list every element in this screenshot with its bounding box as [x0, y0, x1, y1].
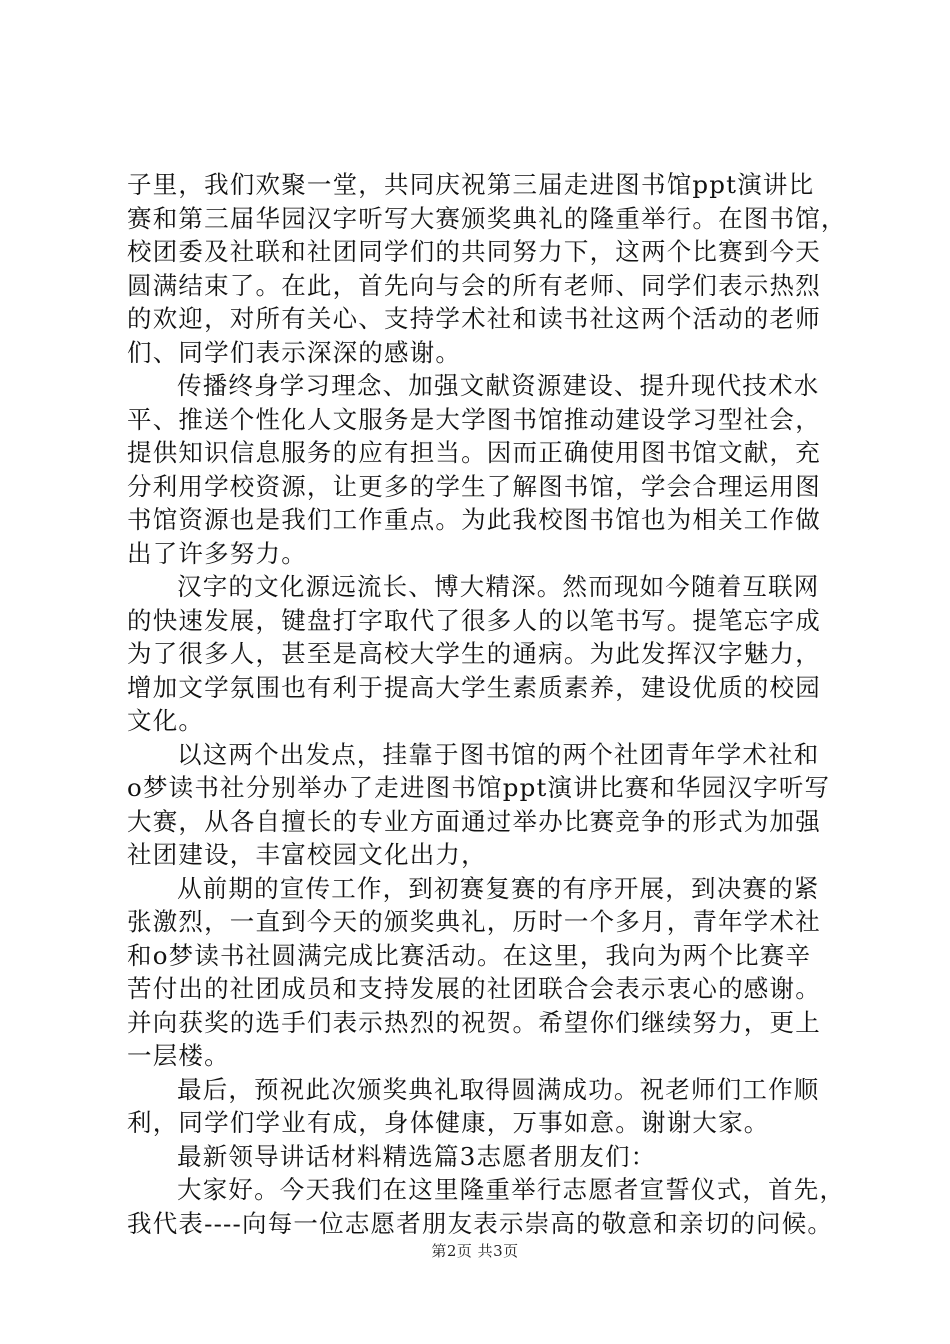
- text-line: 我代表----向每一位志愿者朋友表示崇高的敬意和亲切的问候。: [127, 1208, 834, 1238]
- text-line: 利，同学们学业有成，身体健康，万事如意。谢谢大家。: [127, 1108, 770, 1137]
- text-line: 书馆资源也是我们工作重点。为此我校图书馆也为相关工作做: [127, 505, 821, 534]
- paragraph-first-line: 大家好。今天我们在这里隆重举行志愿者宣誓仪式，首先，: [177, 1175, 846, 1204]
- text-line: 们、同学们表示深深的感谢。: [127, 337, 462, 367]
- text-line: 赛和第三届华园汉字听写大赛颁奖典礼的隆重举行。在图书馆，: [127, 203, 847, 233]
- text-line: 提供知识信息服务的应有担当。因而正确使用图书馆文献，充: [127, 438, 821, 467]
- paragraph-first-line: 传播终身学习理念、加强文献资源建设、提升现代技术水: [177, 371, 820, 400]
- paragraph-first-line: 最新领导讲话材料精选篇3志愿者朋友们：: [177, 1141, 657, 1171]
- text-line: 社团建设，丰富校园文化出力，: [127, 840, 487, 869]
- paragraph-first-line: 以这两个出发点，挂靠于图书馆的两个社团青年学术社和: [177, 739, 820, 769]
- text-line: 增加文学氛围也有利于提高大学生素质素养，建设优质的校园: [127, 672, 821, 702]
- text-line: 大赛，从各自擅长的专业方面通过举办比赛竞争的形式为加强: [127, 806, 821, 836]
- text-line: 并向获奖的选手们表示热烈的祝贺。希望你们继续努力，更上: [127, 1007, 821, 1037]
- page-footer: 第2页 共3页: [431, 1242, 519, 1260]
- text-line: 平、推送个性化人文服务是大学图书馆推动建设学习型社会，: [127, 404, 821, 434]
- text-line: 子里，我们欢聚一堂，共同庆祝第三届走进图书馆ppt演讲比: [127, 170, 815, 199]
- text-line: 的欢迎，对所有关心、支持学术社和读书社这两个活动的老师: [127, 304, 821, 333]
- text-line: o梦读书社分别举办了走进图书馆ppt演讲比赛和华园汉字听写: [127, 773, 831, 802]
- text-line: 为了很多人，甚至是高校大学生的通病。为此发挥汉字魅力，: [127, 639, 821, 668]
- text-line: 张激烈，一直到今天的颁奖典礼，历时一个多月，青年学术社: [127, 907, 821, 936]
- text-line: 圆满结束了。在此，首先向与会的所有老师、同学们表示热烈: [127, 270, 821, 300]
- paragraph-first-line: 从前期的宣传工作，到初赛复赛的有序开展，到决赛的紧: [177, 873, 820, 903]
- text-line: 一层楼。: [127, 1041, 230, 1070]
- text-line: 的快速发展，键盘打字取代了很多人的以笔书写。提笔忘字成: [127, 605, 821, 635]
- text-line: 和o梦读书社圆满完成比赛活动。在这里，我向为两个比赛辛: [127, 940, 812, 970]
- text-line: 文化。: [127, 706, 205, 735]
- text-line: 校团委及社联和社团同学们的共同努力下，这两个比赛到今天: [127, 237, 821, 266]
- paragraph-first-line: 汉字的文化源远流长、博大精深。然而现如今随着互联网: [177, 572, 820, 601]
- text-line: 出了许多努力。: [127, 538, 307, 568]
- document-body: [127, 168, 847, 1240]
- text-line: 分利用学校资源，让更多的学生了解图书馆，学会合理运用图: [127, 471, 821, 501]
- paragraph-first-line: 最后，预祝此次颁奖典礼取得圆满成功。祝老师们工作顺: [177, 1074, 820, 1104]
- text-line: 苦付出的社团成员和支持发展的社团联合会表示衷心的感谢。: [127, 974, 821, 1003]
